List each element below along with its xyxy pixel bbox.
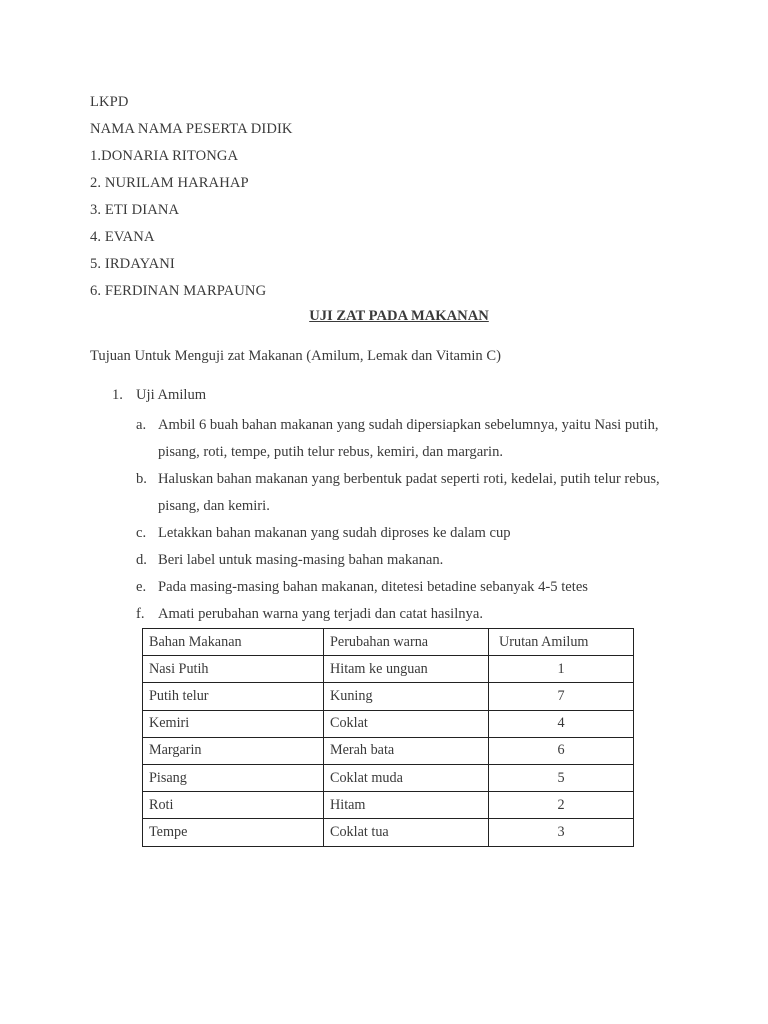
step-text: Pada masing-masing bahan makanan, ditetesi betadine sebanyak 4-5 tetes [158,579,588,595]
table-cell: 4 [489,710,634,737]
section-number: 1. [112,387,123,403]
table-cell: 5 [489,764,634,791]
table-row [143,683,634,710]
list-item [136,412,696,466]
table-cell: Hitam ke unguan [324,656,489,683]
table-cell: 1 [489,656,634,683]
table-cell: Pisang [143,764,324,791]
doc-label: LKPD [90,94,129,110]
table-cell: Roti [143,792,324,819]
step-marker: e. [136,579,147,595]
column-header: Urutan Amilum [489,629,634,656]
list-item [136,520,696,547]
table-cell: Coklat [324,710,489,737]
list-item [136,601,696,628]
table-row [143,737,634,764]
step-marker: f. [136,606,145,622]
step-text: Letakkan bahan makanan yang sudah diproses ke dalam cup [158,525,511,541]
table-cell: Kuning [324,683,489,710]
step-text: Beri label untuk masing-masing bahan makanan. [158,552,444,568]
table-cell: 7 [489,683,634,710]
table-row [143,764,634,791]
table-cell: Coklat muda [324,764,489,791]
student-name: 2. NURILAM HARAHAP [90,175,249,191]
student-name: 5. IRDAYANI [90,256,175,272]
step-text: Haluskan bahan makanan yang berbentuk padat seperti roti, kedelai, putih telur rebus, pisang, dan kemiri. [158,471,660,514]
table-row [143,656,634,683]
section-heading [112,385,206,405]
student-name: 3. ETI DIANA [90,202,180,218]
table-header-row [143,629,634,656]
table-cell: 3 [489,819,634,846]
section-name: Uji Amilum [136,387,207,403]
step-marker: d. [136,552,147,568]
table-cell: Coklat tua [324,819,489,846]
list-item [136,547,696,574]
table-cell: Hitam [324,792,489,819]
table-row [143,792,634,819]
step-text: Amati perubahan warna yang terjadi dan catat hasilnya. [158,606,483,622]
step-list [136,412,696,628]
list-item [136,574,696,601]
page-title: UJI ZAT PADA MAKANAN [309,308,489,324]
column-header: Bahan Makanan [143,629,324,656]
step-text: Ambil 6 buah bahan makanan yang sudah dipersiapkan sebelumnya, yaitu Nasi putih, pisang, roti, tempe, putih telur rebus, kemiri, dan margarin. [158,417,659,460]
step-marker: b. [136,471,147,487]
table-cell: Nasi Putih [143,656,324,683]
student-name: 1.DONARIA RITONGA [90,148,239,164]
table-cell: Margarin [143,737,324,764]
table-cell: 2 [489,792,634,819]
table-row [143,819,634,846]
purpose-statement: Tujuan Untuk Menguji zat Makanan (Amilum, Lemak dan Vitamin C) [90,348,501,364]
step-marker: c. [136,525,147,541]
table-row [143,710,634,737]
table-cell: Putih telur [143,683,324,710]
column-header: Perubahan warna [324,629,489,656]
step-marker: a. [136,417,147,433]
table-cell: 6 [489,737,634,764]
list-item [136,466,696,520]
table-cell: Merah bata [324,737,489,764]
group-heading: NAMA NAMA PESERTA DIDIK [90,121,293,137]
table-cell: Tempe [143,819,324,846]
student-name: 4. EVANA [90,229,155,245]
table-cell: Kemiri [143,710,324,737]
student-name: 6. FERDINAN MARPAUNG [90,283,267,299]
results-table [142,628,634,847]
